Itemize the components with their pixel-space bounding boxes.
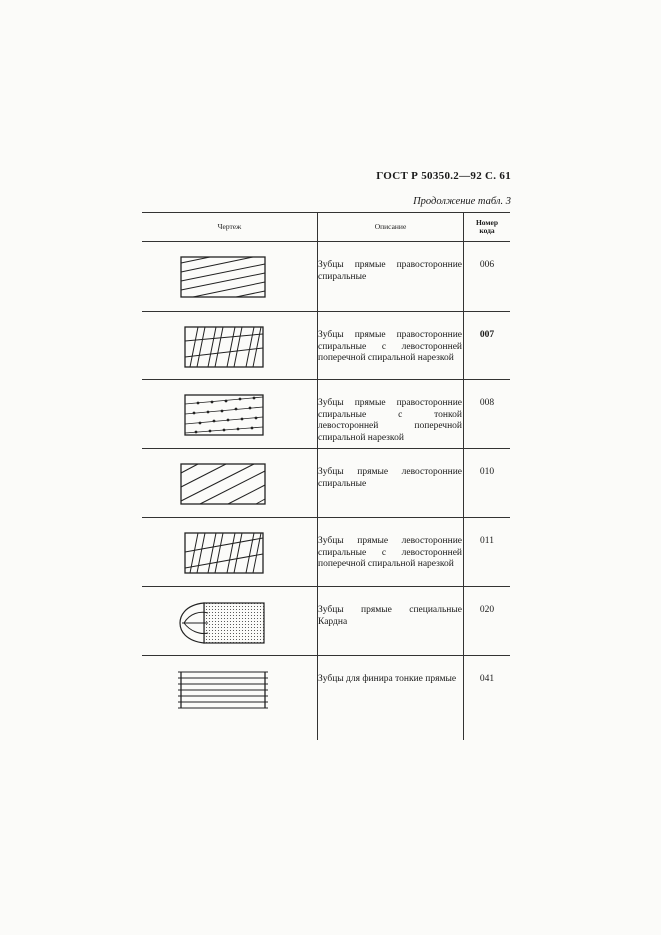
- row-code: 007: [479, 330, 495, 340]
- right-spiral-cut-teeth-drawing: [178, 324, 268, 370]
- column-header-description: Описание: [374, 221, 407, 231]
- row-description: Зубцы прямые специальные Кардна: [318, 605, 462, 627]
- row-description: Зубцы прямые правосторонние спиральные с левосторонней поперечной спиральной нарезкой: [318, 330, 462, 363]
- row-code: 006: [479, 260, 495, 270]
- row-code: 010: [479, 467, 495, 477]
- row-description: Зубцы прямые левосторонние спиральные с левосторонней поперечной спиральной нарезкой: [318, 536, 462, 569]
- table-row: [142, 449, 510, 517]
- left-spiral-teeth-drawing: [178, 461, 268, 507]
- row-description: Зубцы прямые правосторонние спиральные: [318, 260, 462, 282]
- specification-table: [142, 212, 510, 740]
- document-header: ГОСТ Р 50350.2—92 С. 61: [376, 170, 511, 182]
- table-row: [142, 312, 510, 380]
- right-spiral-teeth-drawing: [178, 254, 268, 300]
- left-spiral-cut-teeth-drawing: [178, 530, 268, 576]
- row-code: 020: [479, 605, 495, 615]
- table-row: [142, 518, 510, 586]
- row-description: Зубцы прямые правосторонние спиральные с тонкой левосторонней поперечной спиральной нарезкой: [318, 398, 462, 443]
- table-row: [142, 380, 510, 448]
- table-caption: Продолжение табл. 3: [413, 196, 511, 207]
- fine-straight-teeth-drawing: [178, 668, 268, 714]
- table-row: [142, 242, 510, 310]
- row-description: Зубцы для финира тонкие прямые: [318, 674, 457, 684]
- column-header-drawing: Чертеж: [217, 221, 242, 231]
- column-header-code-line1: Номер: [475, 217, 499, 227]
- row-code: 011: [480, 536, 494, 546]
- table-row: [142, 587, 510, 655]
- row-code: 008: [479, 398, 495, 408]
- carding-teeth-drawing: [178, 599, 268, 645]
- row-code: 041: [479, 674, 495, 684]
- column-header-code-line2: кода: [479, 225, 495, 235]
- column-header-code: [464, 212, 510, 241]
- right-spiral-fine-cut-teeth-drawing: [178, 392, 268, 438]
- row-description: Зубцы прямые левосторонние спиральные: [318, 467, 462, 489]
- table-row: [142, 656, 510, 724]
